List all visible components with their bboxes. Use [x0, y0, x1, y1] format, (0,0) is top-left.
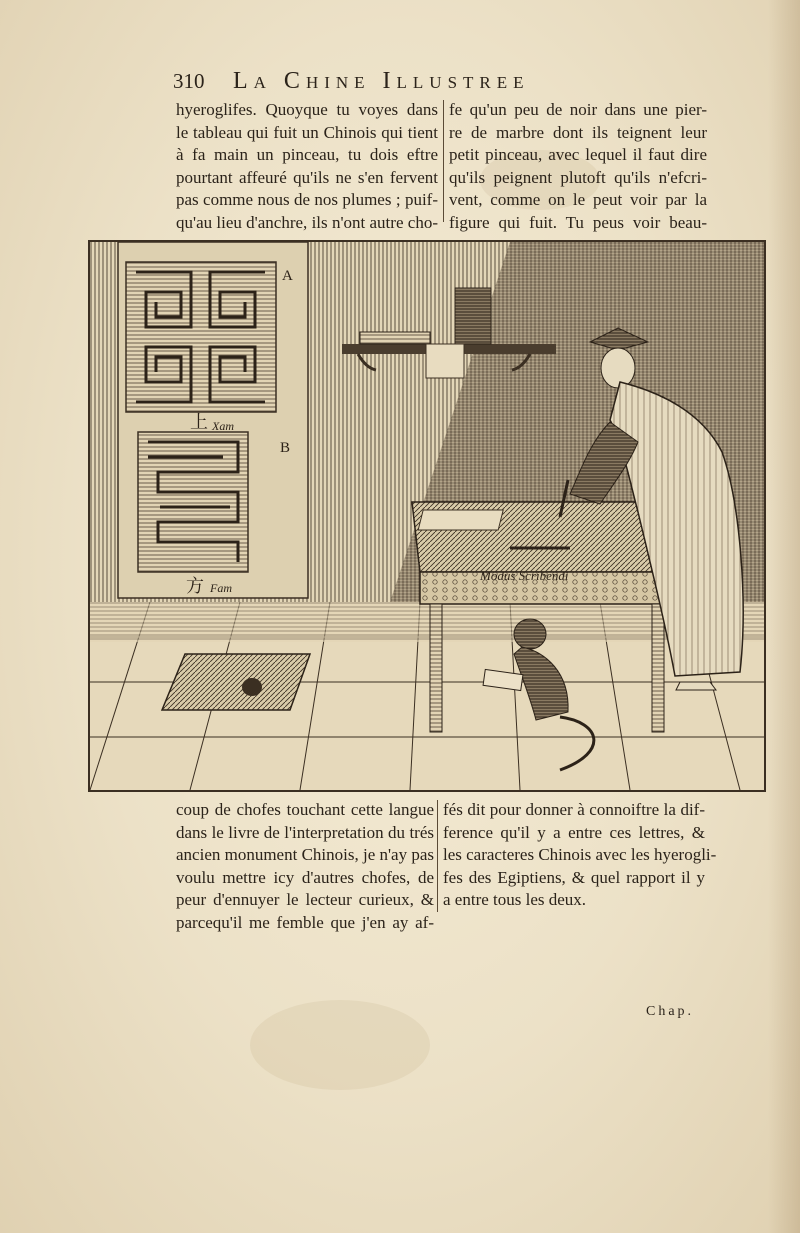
text-line: fes des Egiptiens, & quel rapport il y [443, 867, 705, 887]
top-left-column [176, 99, 438, 234]
text-line: fés dit pour donner à connoiftre la dif- [443, 800, 705, 819]
text-line: a entre tous les deux. [443, 890, 587, 909]
text-line: pas comme nous de nos plumes ; puif- [176, 190, 438, 209]
fret-pattern-b [138, 432, 248, 572]
ink-pot [242, 678, 262, 696]
text-line: vent, comme on le peut voir par la [449, 190, 707, 209]
table-leg [652, 604, 664, 732]
plate-label-b: B [280, 440, 291, 456]
text-line: dans le livre de l'interpretation du trés [176, 822, 434, 842]
text-line: figure qui fuit. Tu peus voir beau- [449, 212, 707, 232]
page-edge-shadow [768, 0, 800, 1233]
text-line: à fa main un pinceau, tu dois eftre [176, 145, 438, 164]
text-line: voulu mettre icy d'autres chofes, de [176, 867, 434, 887]
book-stack [360, 332, 430, 344]
text-line: les caracteres Chinois avec les hyerogli- [443, 845, 717, 864]
text-line: ference qu'il y a entre ces lettres, & [443, 822, 705, 842]
tablecloth-caption: Modus Scribendi [480, 568, 569, 583]
glyph-fam: 方 [186, 576, 204, 597]
bottom-right-column [443, 799, 717, 912]
hanging-cloth [426, 344, 464, 378]
column-rule [443, 100, 444, 222]
text-line: qu'ils peignent plutoft qu'ils n'efcri- [449, 167, 707, 187]
text-line: ancien monument Chinois, je n'ay pas [176, 845, 435, 864]
table-leg [430, 604, 442, 732]
running-title: La Chine Illustree [233, 68, 530, 94]
text-line: re de marbre dont ils teignent leur [449, 122, 707, 142]
text-line: coup de chofes touchant cette langue [176, 800, 434, 819]
text-line: hyeroglifes. Quoyque tu voyes dans [176, 100, 438, 119]
engraving-illustration [90, 242, 764, 790]
engraving-plate [88, 240, 766, 792]
paper-stain [250, 1000, 430, 1090]
plate-label-a: A [282, 268, 293, 284]
floor-mat [162, 654, 310, 710]
caption-xam: Xam [212, 419, 234, 433]
text-line: qu'au lieu d'anchre, ils n'ont autre cho- [176, 212, 438, 232]
text-line: petit pinceau, avec lequel il faut dire [449, 145, 707, 164]
top-right-column [449, 99, 707, 234]
text-line: peur d'ennuyer le lecteur curieux, & [176, 890, 434, 909]
text-line: parcequ'il me femble que j'en ay af- [176, 912, 434, 932]
fret-pattern-a [126, 262, 276, 412]
catchword: Chap. [646, 1004, 695, 1019]
text-line: fe qu'un peu de noir dans une pier- [449, 100, 707, 119]
glyph-xam: 上 [190, 412, 208, 433]
paper-sheet [418, 510, 503, 530]
caption-fam: Fam [210, 581, 232, 595]
book-upright [455, 288, 491, 344]
text-line: le tableau qui fuit un Chinois qui tient [176, 122, 438, 142]
bottom-left-column [176, 799, 434, 934]
running-head [173, 68, 708, 98]
page-number: 310 [173, 69, 205, 93]
text-line: pourtant affeuré qu'ils ne s'en fervent [176, 167, 438, 187]
column-rule [437, 800, 438, 912]
